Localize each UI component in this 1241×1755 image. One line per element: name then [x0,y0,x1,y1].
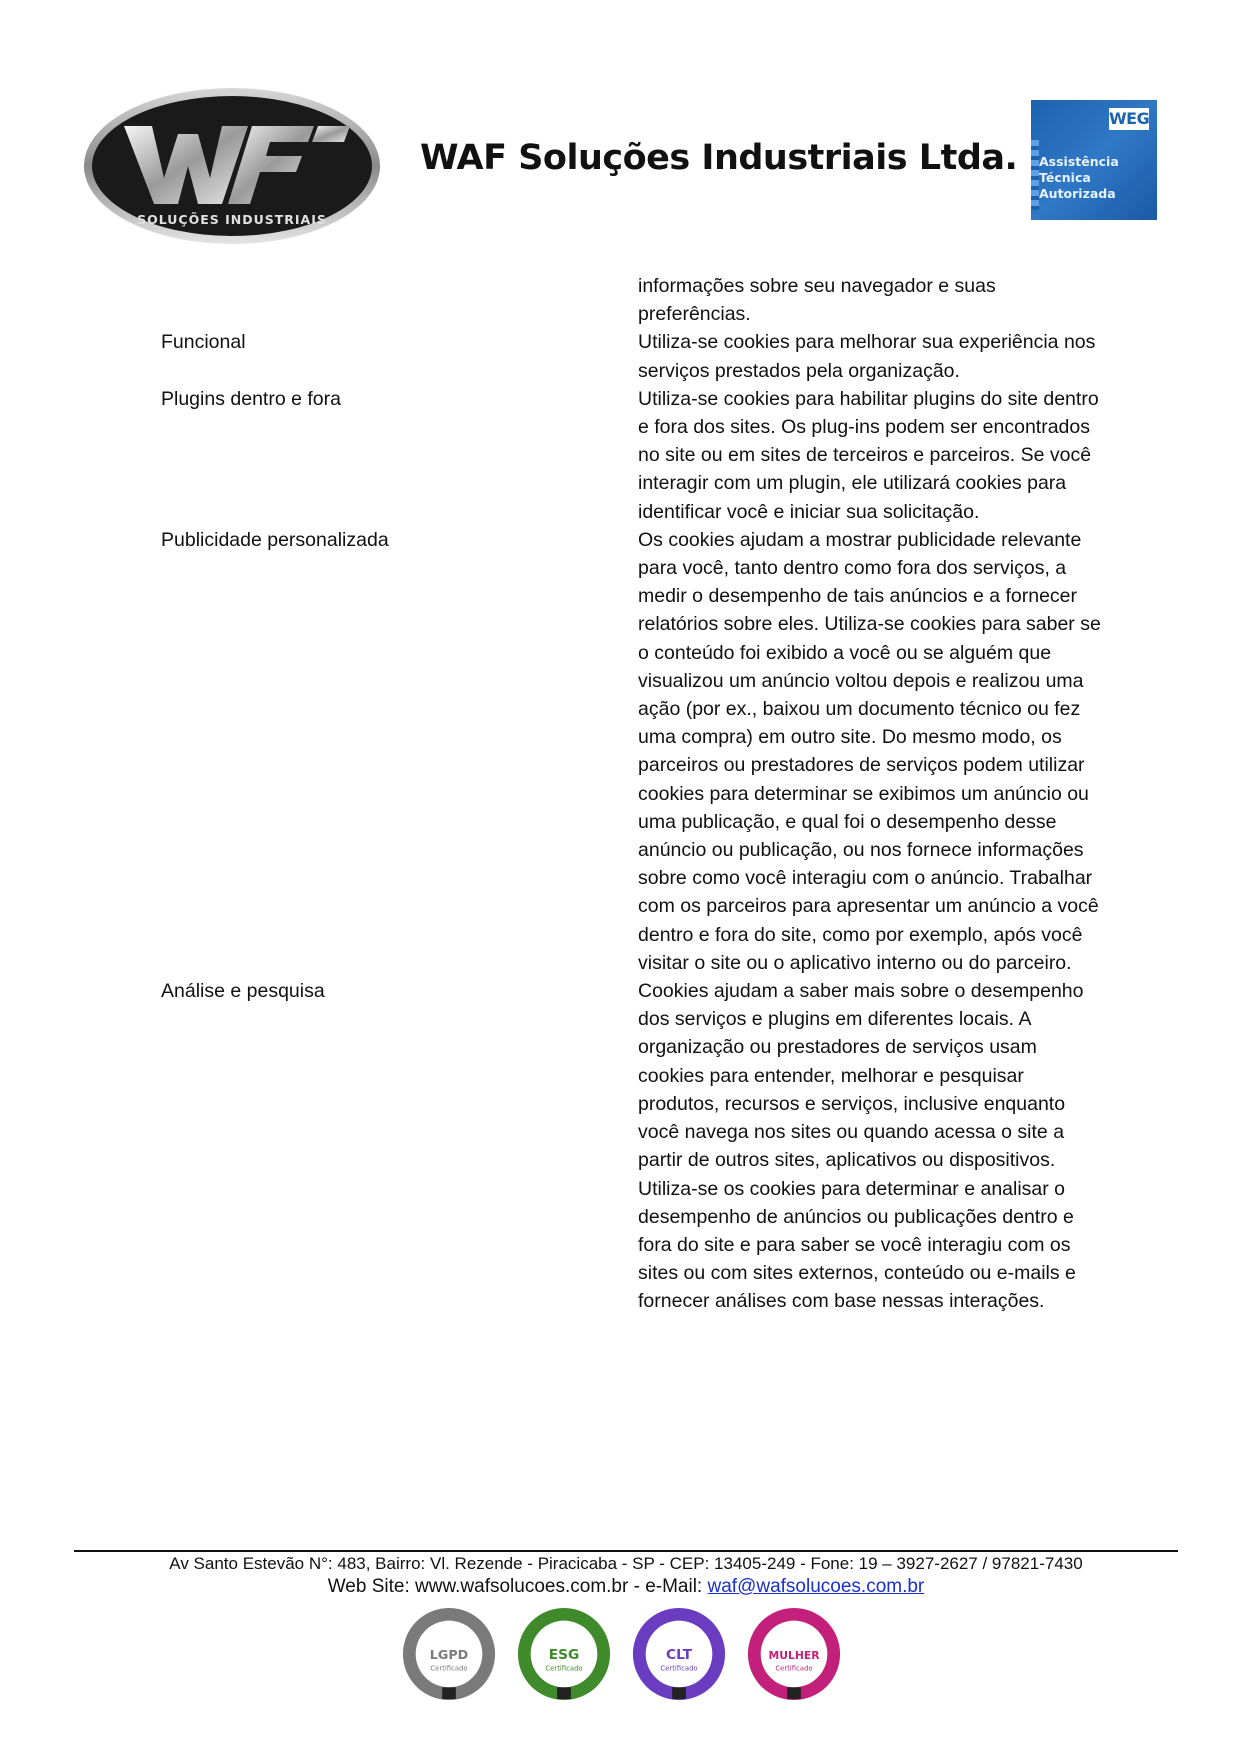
logo-tagline: SOLUÇÕES INDUSTRIAIS [137,212,327,227]
row-description: Cookies ajudam a saber mais sobre o desempenho dos serviços e plugins em diferentes locais. A organização ou prestadores de serviços usam cookies para entender, melhorar e pesquisar produtos, recursos e serviços, inclusive enquanto você navega nos sites ou quando acessa o site a partir de outros sites, aplicativos ou dispositivos. Utiliza-se os cookies para determinar e analisar o desempenho de anúncios ou publicações dentro e fora do site e para saber se você interagiu com os sites ou com sites externos, conteúdo ou e-mails e fornecer análises com base nessas interações. [638,980,1084,1313]
table-row [161,385,1121,526]
table-row [161,328,1121,384]
svg-text:Certificado: Certificado [430,1664,468,1673]
esg-seal-icon [515,1605,613,1703]
row-description: Utiliza-se cookies para habilitar plugins do site dentro e fora dos sites. Os plug-ins podem ser encontrados no site ou em sites de terceiros e parceiros. Se você interagir com um plugin, ele utilizará cookies para identificar você e iniciar sua solicitação. [638,387,1099,523]
row-label: Análise e pesquisa [161,980,325,1003]
cookie-table [161,272,1121,1316]
row-label: Plugins dentro e fora [161,387,341,410]
row-label: Funcional [161,331,246,354]
company-title: WAF Soluções Industriais Ltda. [420,138,1018,178]
table-row [161,272,1121,328]
svg-text:Certificado: Certificado [775,1664,813,1673]
svg-text:ESG: ESG [548,1646,580,1663]
row-description: Os cookies ajudam a mostrar publicidade relevante para você, tanto dentro como fora dos serviços, a medir o desempenho de tais anúncios e a fornecer relatórios sobre eles. Utiliza-se cookies para saber se o conteúdo foi exibido a você ou se alguém que visualizou um anúncio voltou depois e realizou uma ação (por ex., baixou um documento técnico ou fez uma compra) em outro site. Do mesmo modo, os parceiros ou prestadores de serviços podem utilizar cookies para determinar se exibimos um anúncio ou uma publicação, e qual foi o desempenho desse anúncio ou publicação, ou nos fornece informações sobre como você interagiu com o anúncio. Trabalhar com os parceiros para apresentar um anúncio a você dentro e fora do site, como por exemplo, após você visitar o site ou o aplicativo interno ou do parceiro. [638,528,1101,974]
email-link[interactable]: waf@wafsolucoes.com.br [707,1576,925,1597]
badge-line-2: Técnica [1039,170,1091,185]
mulher-seal-icon [745,1605,843,1703]
row-description: informações sobre seu navegador e suas preferências. [638,275,996,326]
badge-stripes [1031,140,1039,210]
row-label [161,272,638,328]
weg-logo: WEG [1109,109,1150,128]
footer-contact [74,1576,1178,1598]
footer-divider [74,1550,1178,1552]
footer-address: Av Santo Estevão N°: 483, Bairro: Vl. Rezende - Piracicaba - SP - CEP: 13405-249 - Fone: 19 – 3927-2627 / 97821-7430 [169,1554,1083,1573]
svg-text:CLT: CLT [666,1646,692,1663]
svg-text:Certificado: Certificado [545,1664,583,1673]
weg-authorized-badge [1031,100,1157,220]
svg-text:MULHER: MULHER [768,1648,820,1662]
badge-line-3: Autorizada [1039,186,1116,201]
table-row [161,977,1121,1315]
waf-logo [82,86,382,246]
lgpd-seal-icon [400,1605,498,1703]
svg-text:LGPD: LGPD [429,1647,469,1663]
table-row [161,526,1121,977]
row-description: Utiliza-se cookies para melhorar sua experiência nos serviços prestados pela organização. [638,331,1096,382]
clt-seal-icon [630,1605,728,1703]
badge-line-1: Assistência [1039,154,1119,169]
svg-text:Certificado: Certificado [660,1664,698,1673]
certification-seals [400,1605,860,1715]
website-text: Web Site: www.wafsolucoes.com.br - e-Mail: [327,1576,708,1597]
row-label: Publicidade personalizada [161,528,389,551]
